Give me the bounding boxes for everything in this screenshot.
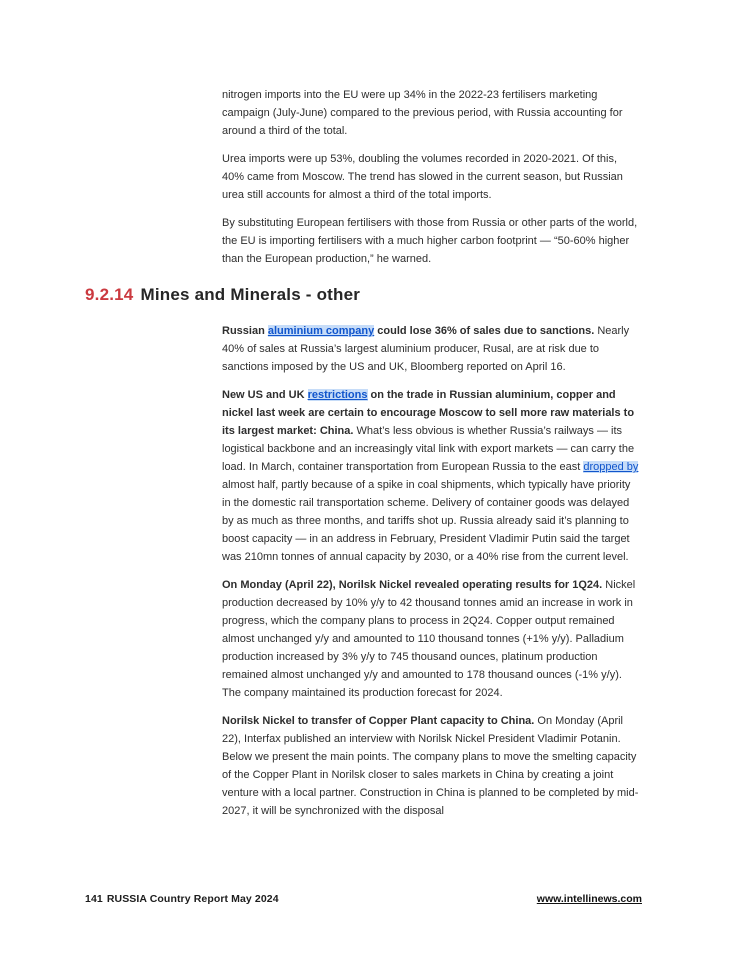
text-run: On Monday (April 22), Norilsk Nickel revealed operating results for 1Q24. [222, 579, 606, 591]
text-run: Nearly 40% of sales at Russia’s largest aluminium producer, Rusal, are at risk due to sanctions imposed by the US and UK, Bloomberg reported on April 16. [222, 325, 630, 373]
section-heading [85, 284, 642, 306]
text-run: What’s less obvious is whether Russia’s railways — its logistical backbone and an increasingly vital link with export markets — can carry the load. In March, container transportation from European Russia to the east [222, 425, 635, 473]
text-run: By substituting European fertilisers with those from Russia or other parts of the world, the EU is importing fertilisers with a much higher carbon footprint — “50-60% higher than the European production,” he warned. [222, 217, 638, 265]
article [85, 86, 642, 830]
section-title: Mines and Minerals - other [140, 285, 361, 304]
page-footer [85, 893, 642, 905]
footer-report-label [85, 893, 279, 905]
text-run: nitrogen imports into the EU were up 34% in the 2022-23 fertilisers marketing campaign (July-June) compared to the previous period, with Russia accounting for around a third of the total. [222, 89, 623, 137]
text-run: on the trade in Russian aluminium, copper and nickel last week are certain to encourage Moscow to sell more raw materials to its largest market: China. [222, 389, 635, 437]
section-paragraphs [85, 322, 642, 820]
text-run: Nickel production decreased by 10% y/y to 42 thousand tonnes amid an increase in work in progress, which the company plans to process in 2Q24. Copper output remained almost unchanged y/y and amounted to 110 thousand tonnes (+1% y/y). Palladium production increased by 3% y/y to 745 thousand ounces, platinum production remained almost unchanged y/y and amounted to 178 thousand ounces (-1% y/y). The company maintained its production forecast for 2024. [222, 579, 636, 699]
text-run: could lose 36% of sales due to sanctions. [374, 325, 598, 337]
text-run: On Monday (April 22), Interfax published an interview with Norilsk Nickel President Vladimir Potanin. Below we present the main points. The company plans to move the smelting capacity of the Copper Plant in Norilsk closer to sales markets in China by creating a joint venture with a local partner. Construction in China is planned to be completed by mid-2027, it will be synchronized with the disposal [222, 715, 639, 817]
intro-paragraphs [85, 86, 642, 268]
text-run: Norilsk Nickel to transfer of Copper Plant capacity to China. [222, 715, 538, 727]
para-copper-plant-china [222, 712, 642, 820]
text-run: New US and UK [222, 389, 308, 401]
para-us-uk-restrictions [222, 386, 642, 566]
page-number: 141 [85, 893, 103, 905]
para-substituting-fertilisers [222, 214, 642, 268]
website-link[interactable]: www.intellinews.com [536, 893, 642, 905]
dropped-by-link[interactable]: dropped by [583, 461, 639, 473]
text-run: Russian [222, 325, 268, 337]
para-nornickel-1q24-results [222, 576, 642, 702]
section-number: 9.2.14 [85, 285, 134, 304]
report-title: RUSSIA Country Report May 2024 [106, 893, 279, 905]
para-rusal-sanctions [222, 322, 642, 376]
text-run: almost half, partly because of a spike in coal shipments, which typically have priority in the domestic rail transportation scheme. Delivery of container goods was delayed by as much as three months, and tariffs shot up. Russia already said it’s planning to boost capacity — in an address in February, President Vladimir Putin said the target was 210mn tonnes of annual capacity by 2030, or a 40% rise from the current level. [222, 479, 631, 563]
restrictions-link[interactable]: restrictions [307, 389, 368, 401]
aluminium-company-link[interactable]: aluminium company [267, 325, 375, 337]
para-nitrogen-imports [222, 86, 642, 140]
para-urea-imports [222, 150, 642, 204]
text-run: Urea imports were up 53%, doubling the volumes recorded in 2020-2021. Of this, 40% came from Moscow. The trend has slowed in the current season, but Russian urea still accounts for almost a third of the total imports. [222, 153, 623, 201]
